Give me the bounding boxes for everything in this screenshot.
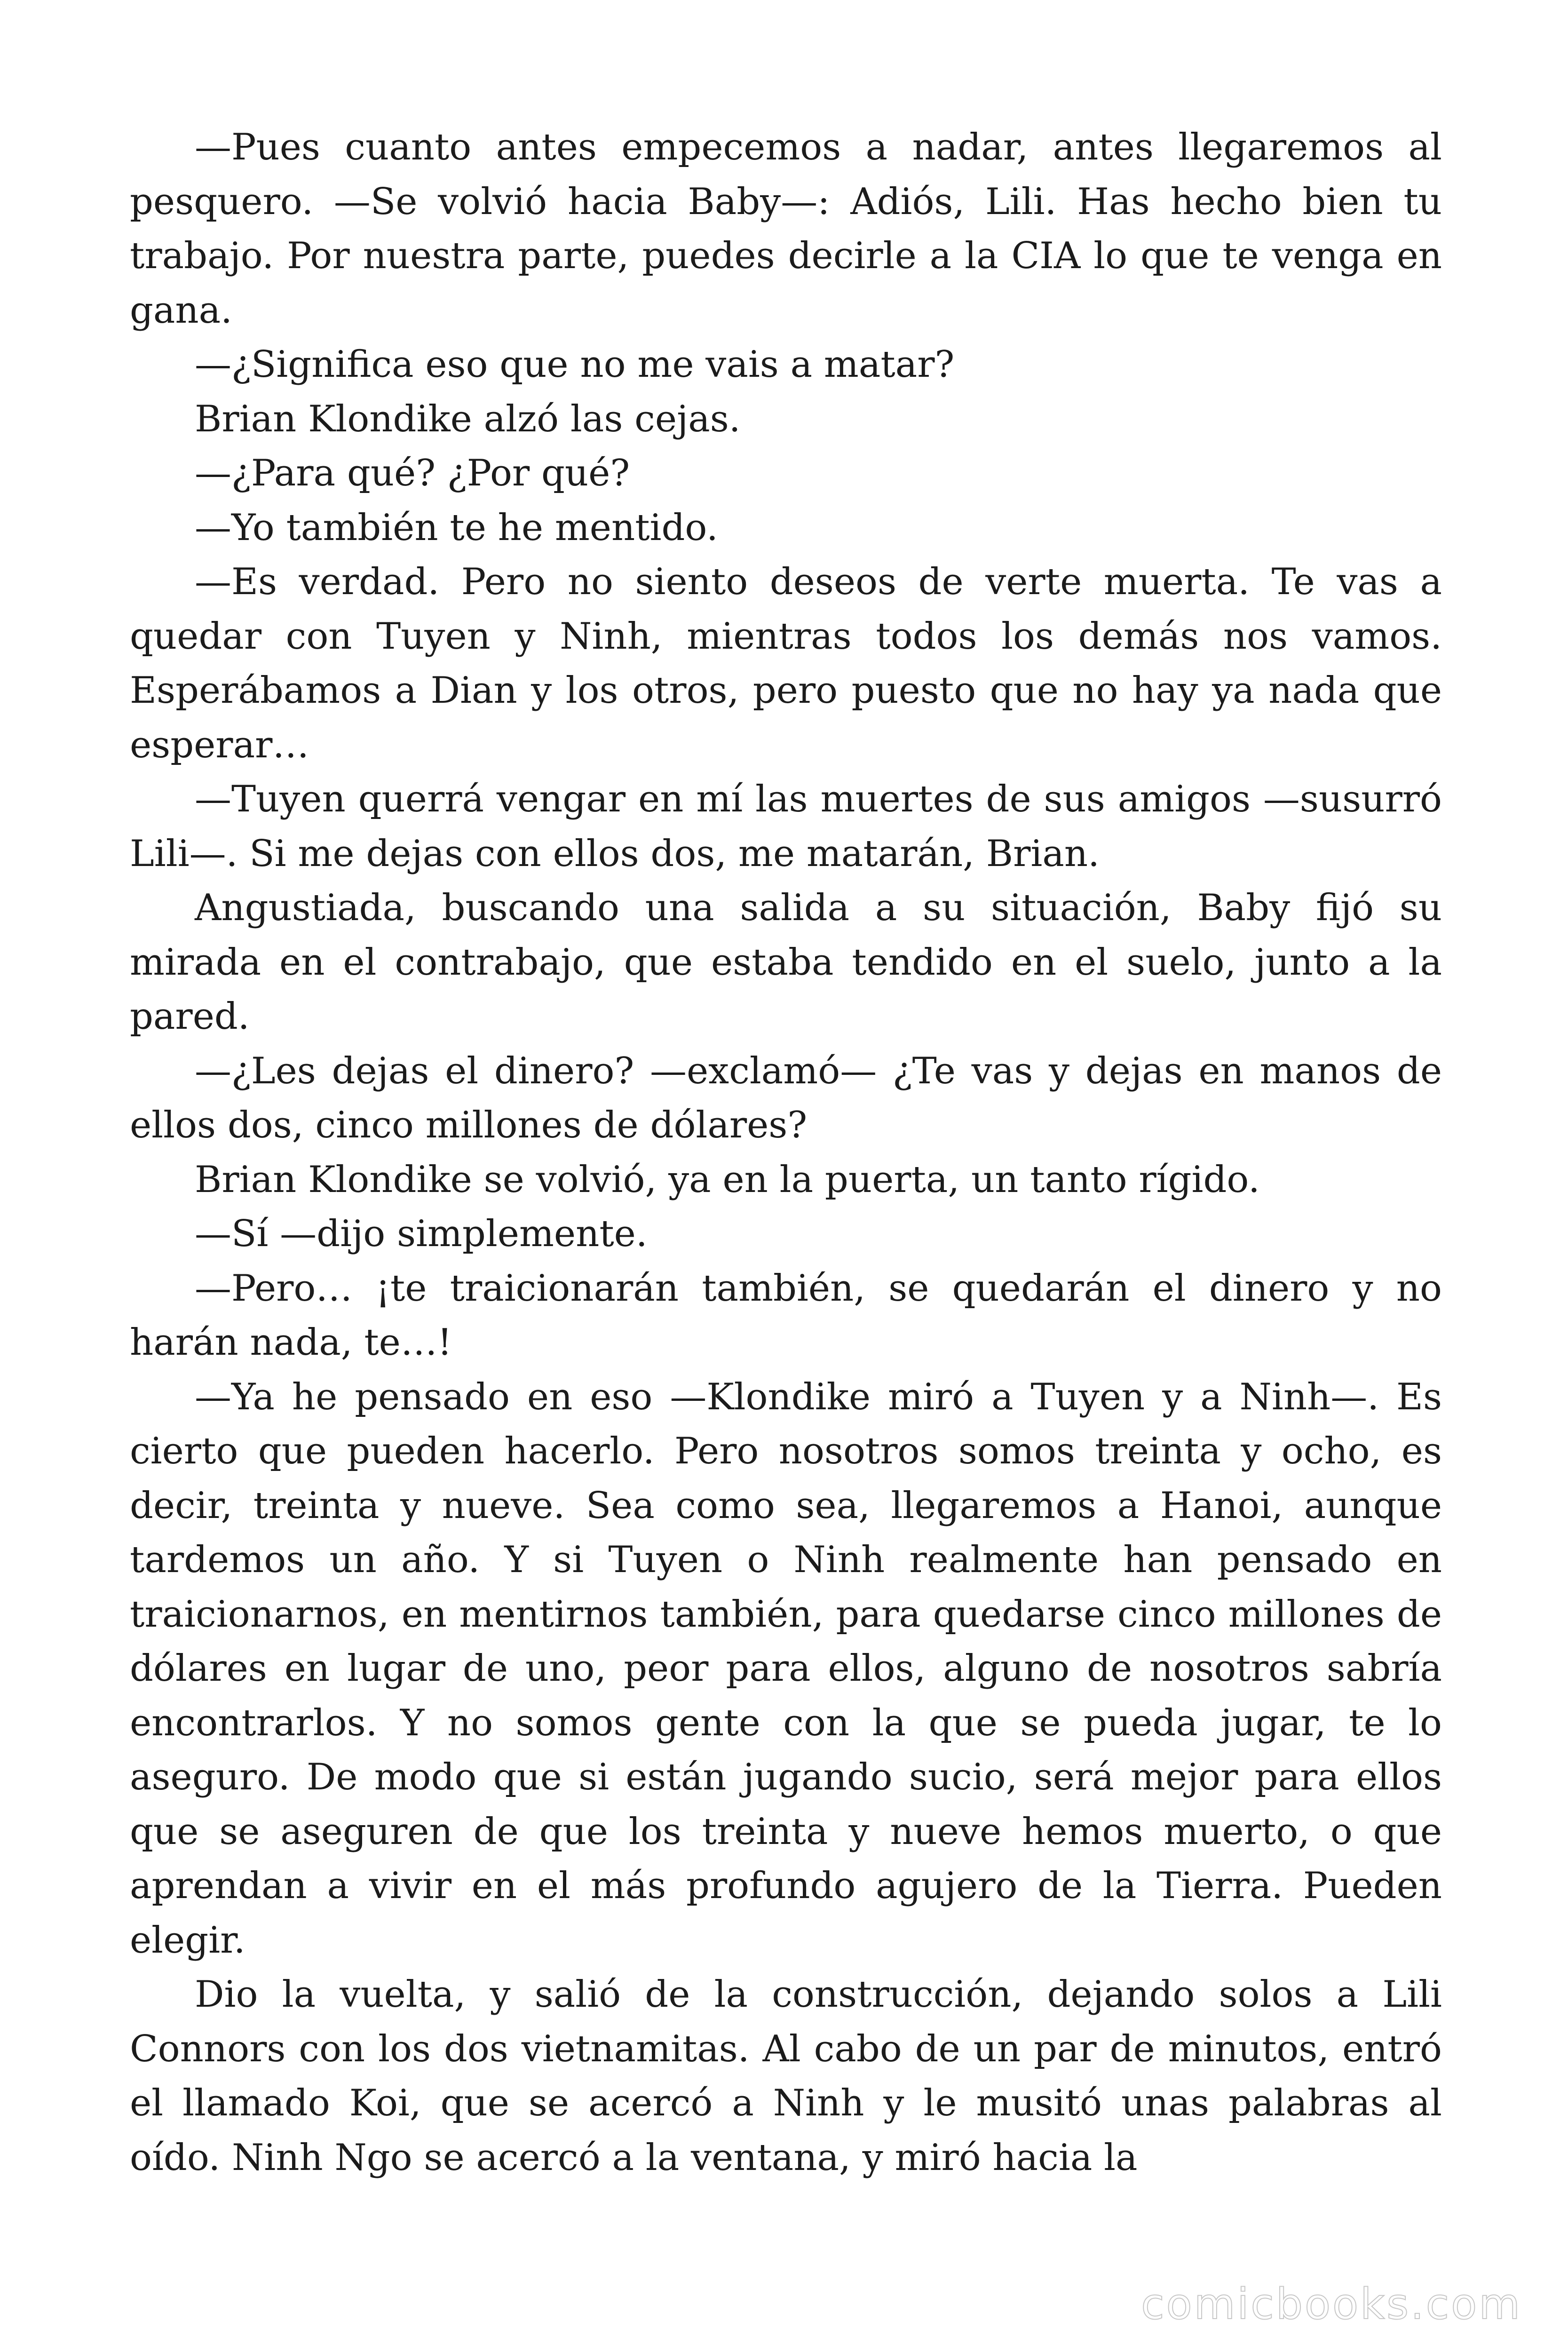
watermark: comicbooks.com (1141, 2280, 1522, 2329)
paragraph: —Es verdad. Pero no siento deseos de verte muerta. Te vas a quedar con Tuyen y Ninh, mientras todos los demás nos vamos. Esperábamos a Dian y los otros, pero puesto que no hay ya nada que esperar… (130, 561, 1442, 766)
paragraph: —¿Les dejas el dinero? —exclamó— ¿Te vas y dejas en manos de ellos dos, cinco millones de dólares? (130, 1049, 1442, 1146)
paragraph: —¿Para qué? ¿Por qué? (195, 452, 630, 494)
paragraph: Dio la vuelta, y salió de la construcción, dejando solos a Lili Connors con los dos vietnamitas. Al cabo de un par de minutos, entró el llamado Koi, que se acercó a Ninh y le musitó unas palabras al oído. Ninh Ngo se acercó a la ventana, y miró hacia la (130, 1973, 1442, 2179)
paragraph: —Pues cuanto antes empecemos a nadar, antes llegaremos al pesquero. —Se volvió hacia Baby—: Adiós, Lili. Has hecho bien tu trabajo. Por nuestra parte, puedes decirle a la CIA lo que te venga en gana. (130, 126, 1442, 332)
paragraph: —Pero… ¡te traicionarán también, se quedarán el dinero y no harán nada, te…! (130, 1267, 1442, 1364)
paragraph: —Yo también te he mentido. (195, 506, 718, 549)
paragraph: —Ya he pensado en eso —Klondike miró a Tuyen y a Ninh—. Es cierto que pueden hacerlo. Pero nosotros somos treinta y ocho, es decir, treinta y nueve. Sea como sea, llegaremos a Hanoi, aunque tardemos un año. Y si Tuyen o Ninh realmente han pensado en traicionarnos, en mentirnos también, para quedarse cinco millones de dólares en lugar de uno, peor para ellos, alguno de nosotros sabría encontrarlos. Y no somos gente con la que se pueda jugar, te lo aseguro. De modo que si están jugando sucio, será mejor para ellos que se aseguren de que los treinta y nueve hemos muerto, o que aprendan a vivir en el más profundo agujero de la Tierra. Pueden elegir. (130, 1375, 1442, 1962)
paragraph: Brian Klondike se volvió, ya en la puerta, un tanto rígido. (195, 1158, 1260, 1201)
paragraph: Brian Klondike alzó las cejas. (195, 397, 741, 440)
paragraph: Angustiada, buscando una salida a su situación, Baby fijó su mirada en el contrabajo, que estaba tendido en el suelo, junto a la pared. (130, 887, 1442, 1038)
paragraph: —Sí —dijo simplemente. (195, 1213, 648, 1255)
body-text (130, 120, 1442, 2185)
paragraph: —Tuyen querrá vengar en mí las muertes de sus amigos —susurró Lili—. Si me dejas con ellos dos, me matarán, Brian. (130, 778, 1442, 875)
paragraph: —¿Significa eso que no me vais a matar? (195, 343, 955, 386)
